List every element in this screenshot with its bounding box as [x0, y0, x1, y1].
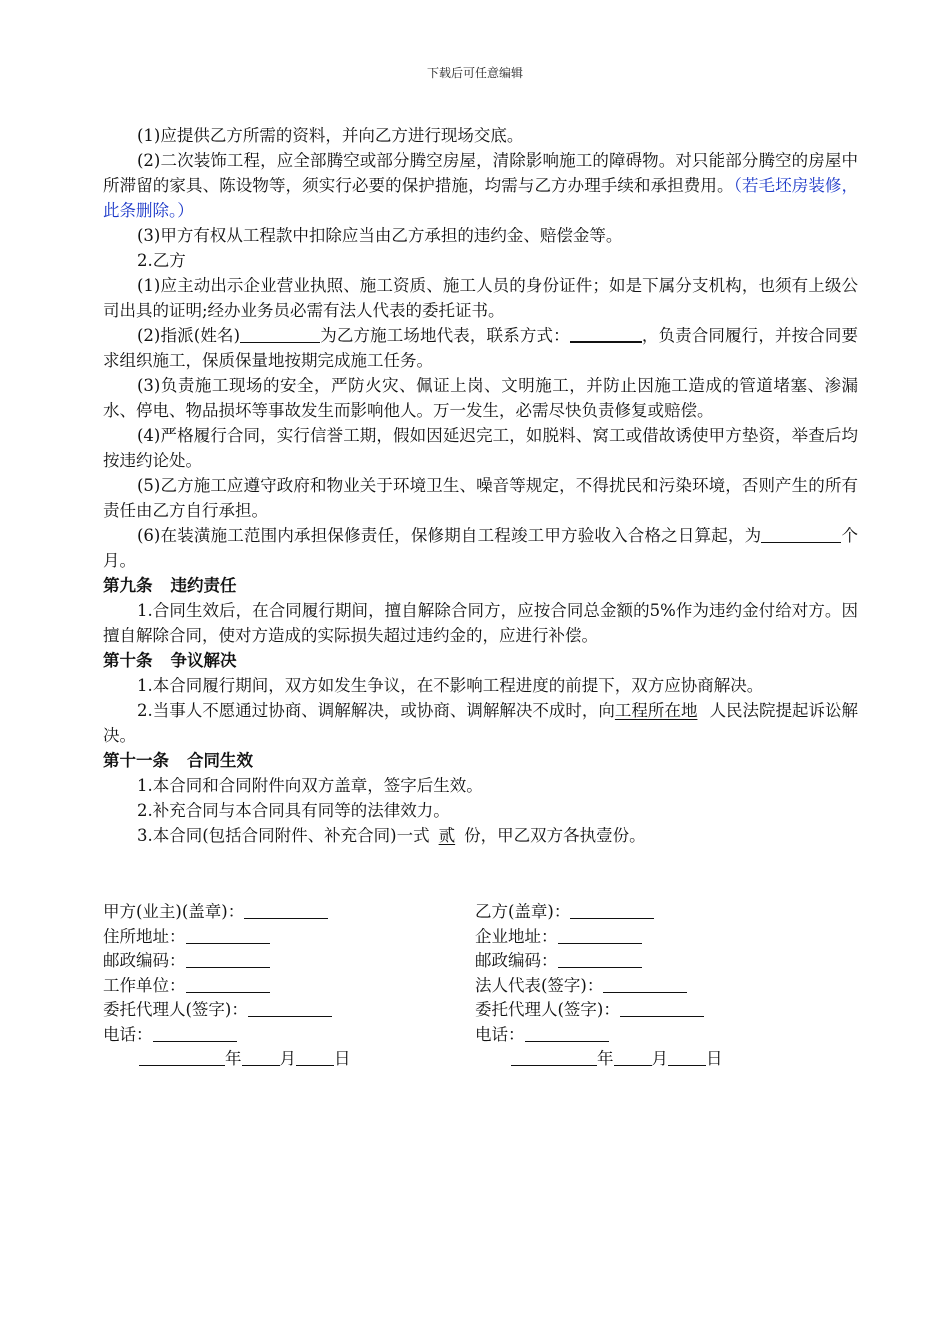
article-11-number: 第十一条 — [103, 751, 169, 770]
party-a-postcode-label: 邮政编码： — [103, 951, 186, 970]
clause-b6-pre: (6)在装潢施工范围内承担保修责任，保修期自工程竣工甲方验收入合格之日算起，为 — [137, 526, 762, 545]
contact-blank[interactable] — [570, 325, 642, 343]
party-a-agent-label: 委托代理人(签字)： — [103, 1000, 248, 1019]
article-10-p2-pre: 2.当事人不愿通过协商、调解解决，或协商、调解解决不成时，向 — [137, 701, 615, 720]
party-a-label: 甲方(业主)(盖章)： — [103, 902, 245, 921]
article-10-title: 争议解决 — [170, 651, 237, 670]
party-a-address-row — [103, 925, 351, 950]
party-b-legal-rep-row — [475, 974, 723, 999]
article-11-p3-pre: 3.本合同(包括合同附件、补充合同)一式 — [137, 826, 430, 845]
party-b-legal-rep-label: 法人代表(签字)： — [475, 975, 604, 995]
clause-a1: (1)应提供乙方所需的资料，并向乙方进行现场交底。 — [137, 126, 524, 145]
party-a-row — [103, 900, 351, 925]
party-b-date-row — [475, 1047, 723, 1072]
clause-b1: (1)应主动出示企业营业执照、施工资质、施工人员的身份证件；如是下属分支机构，也须有上级公司出具的证明;经办业务员必需有法人代表的委托证书。 — [103, 276, 858, 320]
article-10-heading — [103, 648, 858, 673]
party-b-phone-label: 电话： — [475, 1024, 525, 1044]
party-a-phone-label: 电话： — [103, 1024, 153, 1044]
article-9-heading — [103, 573, 858, 598]
clause-a2 — [103, 148, 858, 223]
article-10-number: 第十条 — [103, 651, 153, 670]
party-b-row — [475, 900, 723, 925]
clause-b5: (5)乙方施工应遵守政府和物业关于环境卫生、噪音等规定，不得扰民和污染环境，否则产生的所有责任由乙方自行承担。 — [103, 476, 858, 520]
clause-b2-mid: 为乙方施工场地代表，联系方式： — [320, 326, 570, 345]
party-a-workplace-row — [103, 974, 351, 999]
clause-b2 — [103, 323, 858, 373]
party-a-agent-blank[interactable] — [248, 1000, 332, 1017]
clause-b2-post: ，负责合同履行，并按合同要求组织施工，保质保量地按期完成施工任务。 — [103, 326, 858, 370]
clause-b6-post: 个月。 — [103, 526, 858, 570]
article-9-title: 违约责任 — [170, 576, 237, 595]
party-a-year-blank[interactable] — [139, 1049, 225, 1066]
clause-b4: (4)严格履行合同，实行信誉工期，假如因延迟完工，如脱料、窝工或借故诱使甲方垫资，举查后均按违约论处。 — [103, 426, 858, 470]
party-a-postcode-row — [103, 949, 351, 974]
article-11-p3-post: 份，甲乙双方各执壹份。 — [464, 826, 646, 845]
article-9-number: 第九条 — [103, 576, 153, 595]
party-b-address-label: 企业地址： — [475, 926, 558, 946]
representative-name-blank[interactable] — [240, 326, 320, 343]
article-11-p1: 1.本合同和合同附件向双方盖章，签字后生效。 — [137, 776, 483, 795]
party-b-signature — [475, 900, 723, 1072]
party-a-phone-row — [103, 1023, 351, 1048]
party-b-day-blank[interactable] — [668, 1049, 706, 1066]
party-b-legal-rep-blank[interactable] — [603, 976, 687, 993]
party-b-postcode-label: 邮政编码： — [475, 951, 558, 970]
copies-count: 贰 — [438, 826, 456, 845]
page-header: 下载后可任意编辑 — [426, 66, 523, 80]
party-a-agent-row — [103, 998, 351, 1023]
party-a-date-row — [103, 1047, 351, 1072]
party-a-year-label: 年 — [225, 1049, 242, 1068]
party-b-address-row — [475, 925, 723, 950]
party-a-postcode-blank[interactable] — [186, 951, 270, 968]
party-b-postcode-row — [475, 949, 723, 974]
party-b-year-label: 年 — [597, 1049, 614, 1068]
party-b-agent-row — [475, 998, 723, 1023]
party-a-signature — [103, 900, 351, 1072]
article-10-p2 — [103, 698, 858, 748]
article-11-p3 — [103, 823, 858, 848]
party-a-workplace-label: 工作单位： — [103, 975, 186, 995]
article-11-title: 合同生效 — [187, 751, 253, 770]
party-b-month-blank[interactable] — [614, 1049, 652, 1066]
article-10-p1: 1.本合同履行期间，双方如发生争议，在不影响工程进度的前提下，双方应协商解决。 — [137, 676, 764, 695]
party-b-day-label: 日 — [706, 1049, 723, 1068]
clause-b2-pre: (2)指派(姓名) — [137, 326, 241, 345]
warranty-months-blank[interactable] — [761, 526, 841, 543]
article-11-p2: 2.补充合同与本合同具有同等的法律效力。 — [137, 801, 450, 820]
party-a-seal-blank[interactable] — [244, 902, 328, 919]
party-a-phone-blank[interactable] — [153, 1025, 237, 1042]
party-a-address-label: 住所地址： — [103, 926, 186, 946]
article-10-p2-post: 人民法院提起诉讼解决。 — [103, 701, 859, 745]
article-11-heading — [103, 748, 858, 773]
party-a-address-blank[interactable] — [186, 927, 270, 944]
party-b-year-blank[interactable] — [511, 1049, 597, 1066]
contract-body — [103, 123, 858, 848]
party-b-phone-blank[interactable] — [525, 1025, 609, 1042]
clause-a3: (3)甲方有权从工程款中扣除应当由乙方承担的违约金、赔偿金等。 — [137, 226, 623, 245]
clause-a2-text: (2)二次装饰工程，应全部腾空或部分腾空房屋，清除影响施工的障碍物。对只能部分腾空的房屋中所滞留的家具、陈设物等，须实行必要的保护措施，均需与乙方办理手续和承担费用。 — [103, 151, 858, 195]
party-a-workplace-blank[interactable] — [186, 976, 270, 993]
clause-b3: (3)负责施工现场的安全，严防火灾、佩证上岗、文明施工，并防止因施工造成的管道堵塞、渗漏水、停电、物品损坏等事故发生而影响他人。万一发生，必需尽快负责修复或赔偿。 — [103, 376, 858, 420]
party-b-label: 乙方(盖章)： — [475, 902, 571, 921]
party-b-phone-row — [475, 1023, 723, 1048]
party-b-agent-blank[interactable] — [620, 1000, 704, 1017]
clause-a2-note: （若毛坯房装修，此条删除。） — [103, 176, 859, 220]
party-a-month-label: 月 — [279, 1049, 296, 1068]
party-a-day-label: 日 — [334, 1049, 351, 1068]
party-a-month-blank[interactable] — [242, 1049, 280, 1066]
party-b-postcode-blank[interactable] — [558, 951, 642, 968]
court-location: 工程所在地 — [614, 701, 698, 720]
party-b-seal-blank[interactable] — [570, 902, 654, 919]
party-b-month-label: 月 — [651, 1049, 668, 1068]
party-b-agent-label: 委托代理人(签字)： — [475, 1000, 620, 1019]
party-b-address-blank[interactable] — [558, 927, 642, 944]
party-a-day-blank[interactable] — [296, 1049, 334, 1066]
party-b-title: 2.乙方 — [137, 251, 186, 270]
clause-b6 — [103, 523, 858, 573]
article-9-p1: 1.合同生效后，在合同履行期间，擅自解除合同方，应按合同总金额的5%作为违约金付给对方。因擅自解除合同，使对方造成的实际损失超过违约金的，应进行补偿。 — [103, 601, 858, 645]
